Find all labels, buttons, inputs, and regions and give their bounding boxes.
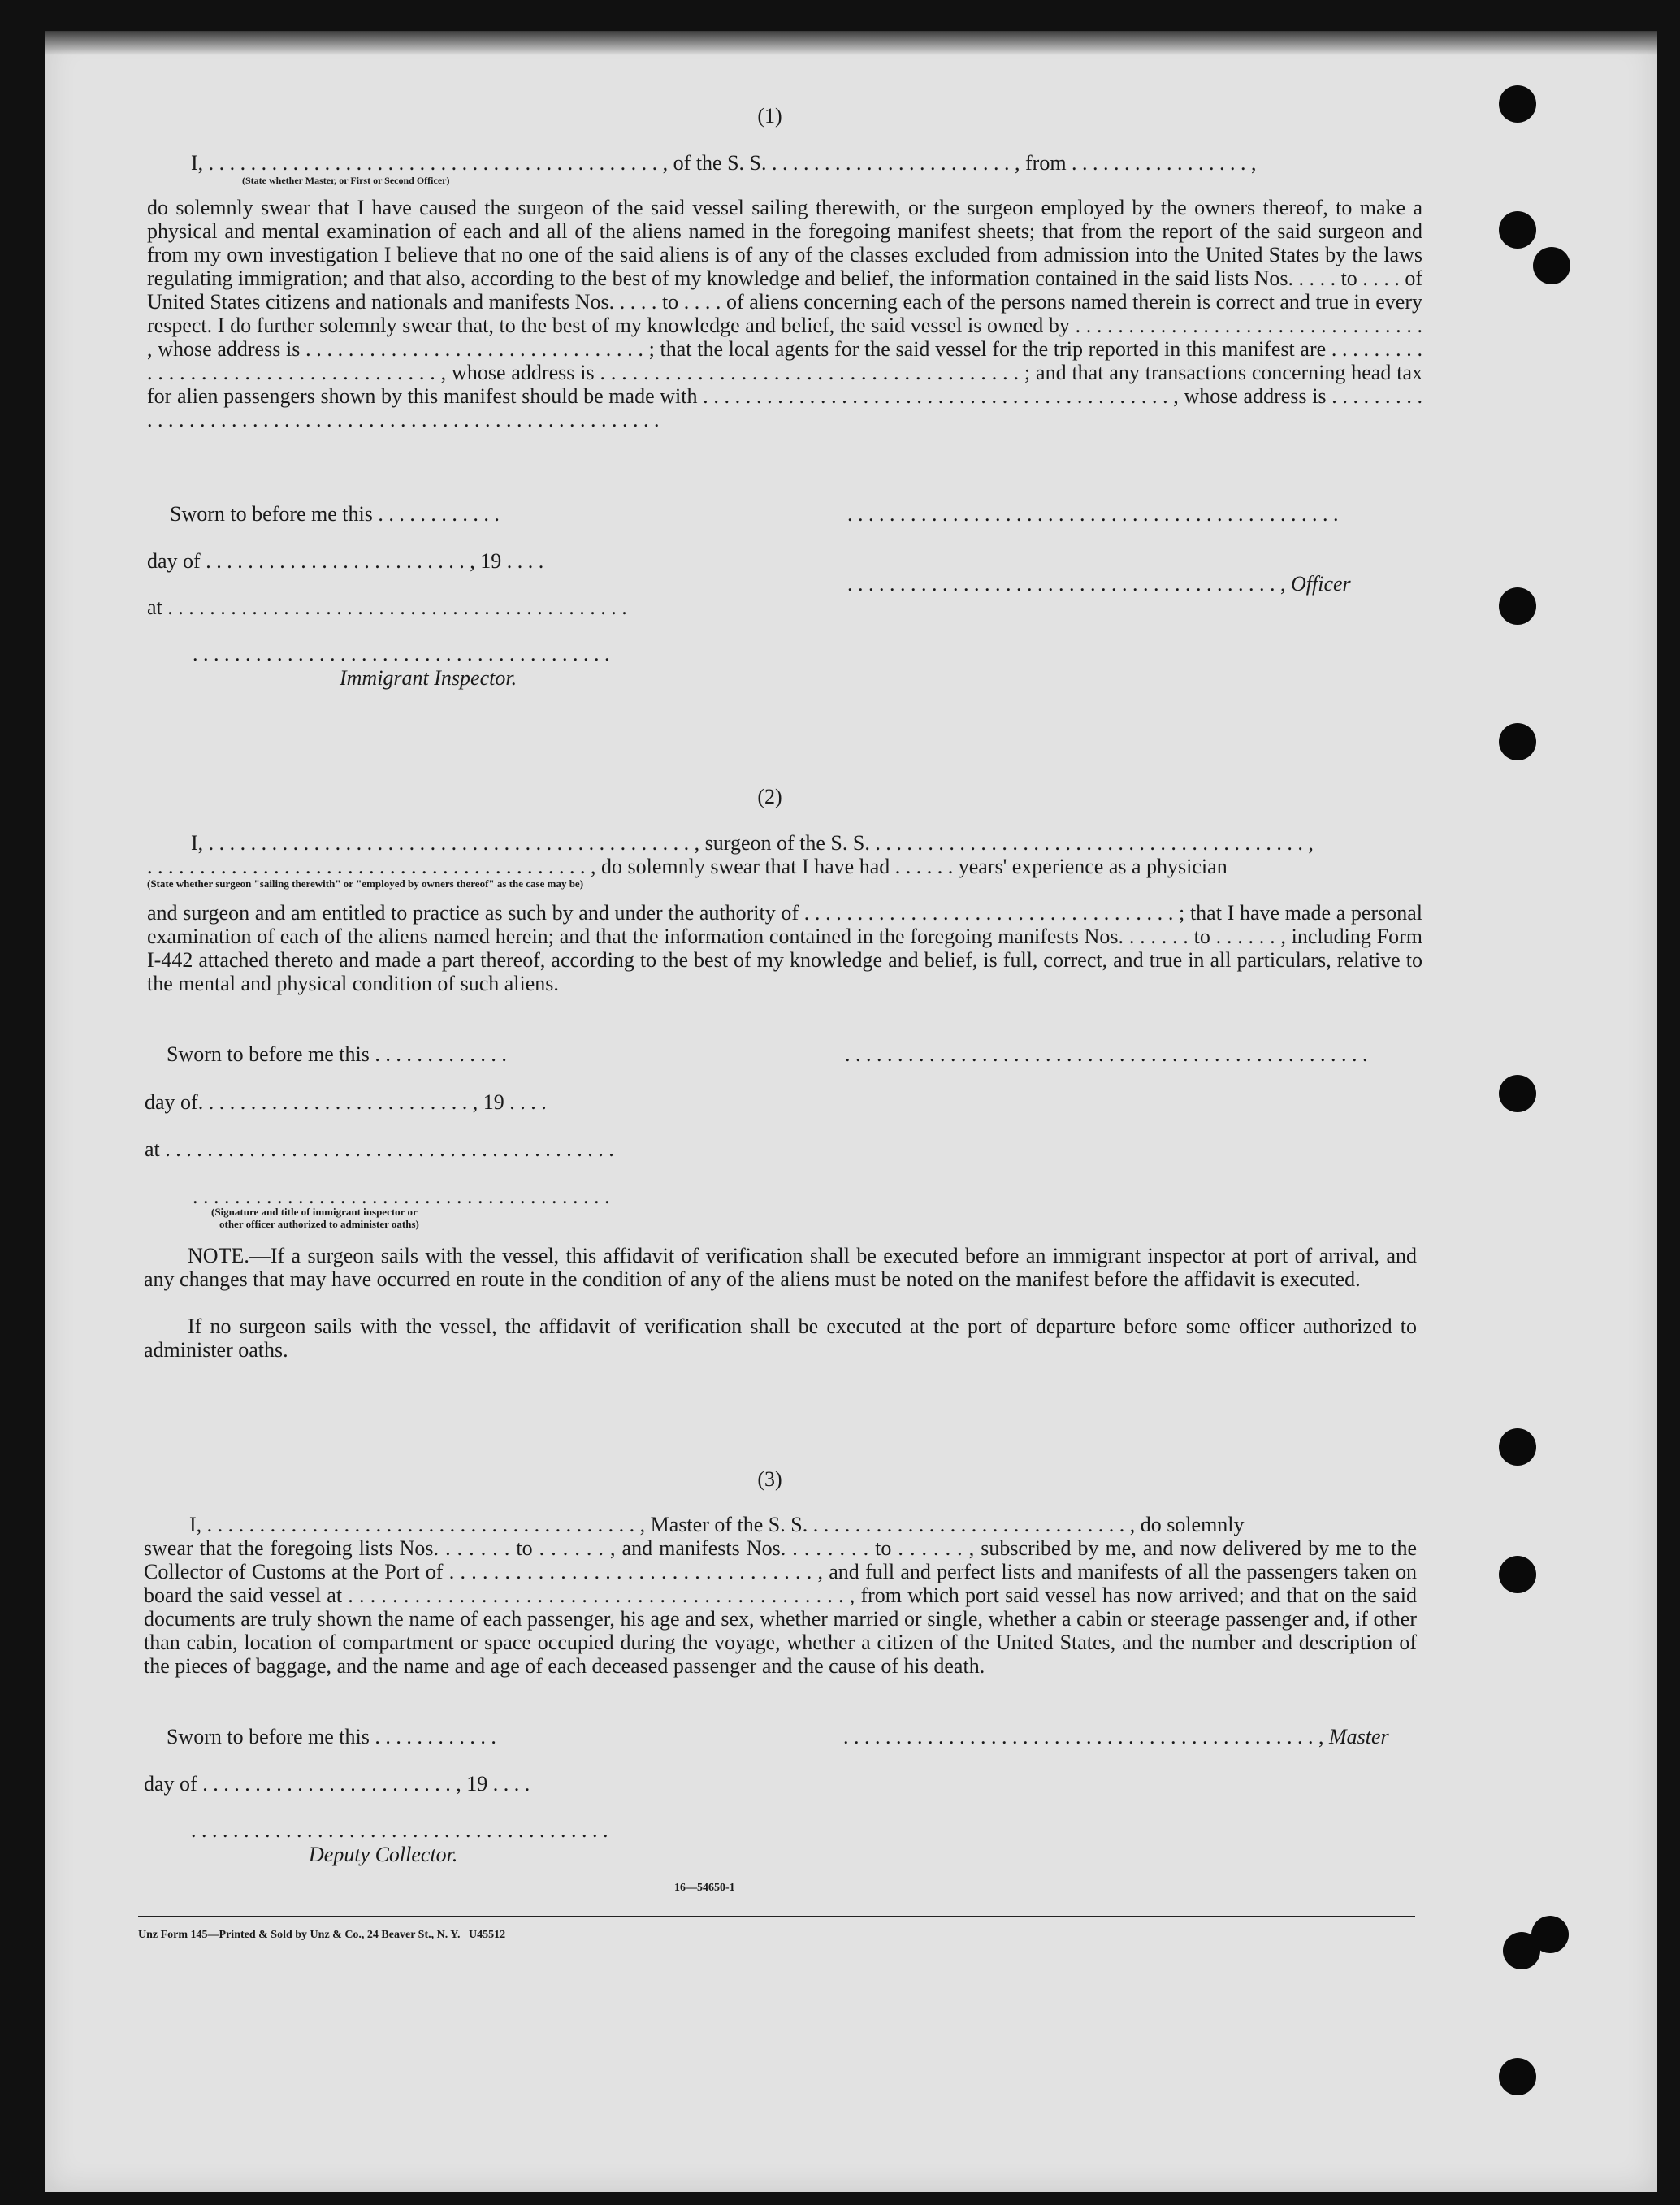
section-2-at-line: at . . . . . . . . . . . . . . . . . . . . . . . . . . . . . . . . . . . . . . . . . . . <box>145 1137 614 1161</box>
document-page <box>45 31 1657 2192</box>
master-label: Master <box>1329 1725 1389 1748</box>
section-1-day-line: day of . . . . . . . . . . . . . . . . . . . . . . . . . , 19 . . . . <box>147 549 544 573</box>
section-1-officer-note: (State whether Master, or First or Second Officer) <box>242 175 450 186</box>
master-dots: . . . . . . . . . . . . . . . . . . . . . . . . . . . . . . . . . . . . . . . . . . . . . , <box>843 1725 1324 1748</box>
punch-hole <box>1533 247 1570 284</box>
section-2-number: (2) <box>757 785 782 808</box>
section-2-oath-paragraph: and surgeon and am entitled to practice as such by and under the authority of . . . . . . . . . . . . . . . . . . . . . . . . . . . . . . . . . . . ; that I have made a personal examination of each of the aliens named herein; and that the information contained in the foregoing manifests Nos. . . . . . . to . . . . . . , including Form I-442 attached thereto and made a part thereof, according to the best of my knowledge and belief, is full, correct, and true in all particulars, relative to the mental and physical condition of such aliens. <box>147 901 1422 995</box>
section-1-oath-paragraph: do solemnly swear that I have caused the surgeon of the said vessel sailing therewith, or the surgeon employed by the owners thereof, to make a physical and mental examination of each and all of the aliens named in the foregoing manifest sheets; that from the report of the said surgeon and from my own investigation I believe that no one of the said aliens is of any of the classes excluded from admission into the United States by the laws regulating immigration; and that also, according to the best of my knowledge and belief, the information contained in the said lists Nos. . . . . to . . . . of United States citizens and nationals and manifests Nos. . . . . to . . . . of aliens concerning each of the persons named therein is correct and true in every respect. I do further solemnly swear that, to the best of my knowledge and belief, the said vessel is owned by . . . . . . . . . . . . . . . . . . . . . . . . . . . . . . . . . , whose address is . . . . . . . . . . . . . . . . . . . . . . . . . . . . . . . . ; that the local agents for the said vessel for the trip reported in this manifest are . . . . . . . . . . . . . . . . . . . . . . . . . . . . . . . . . . . . , whose address is . . . . . . . . . . . . . . . . . . . . . . . . . . . . . . . . . . . . . . . ; and that any transactions concerning head tax for alien passengers shown by this manifest should be made with . . . . . . . . . . . . . . . . . . . . . . . . . . . . . . . . . . . . . . . . . . . . , whose address is . . . . . . . . . . . . . . . . . . . . . . . . . . . . . . . . . . . . . . . . . . . . . . . . . . . . . . . . . . <box>147 196 1422 431</box>
section-1-number: (1) <box>757 104 782 128</box>
section-2-note-paragraph-2: If no surgeon sails with the vessel, the affidavit of verification shall be executed at the port of departure before some officer authorized to administer oaths. <box>144 1315 1417 1362</box>
punch-hole <box>1499 211 1536 249</box>
section-2-note-paragraph-1: NOTE.—If a surgeon sails with the vessel, this affidavit of verification shall be executed before an immigrant inspector at port of arrival, and any changes that may have occurred en route in the condition of any of the aliens must be noted on the manifest before the affidavit is executed. <box>144 1244 1417 1291</box>
section-1-signature-line: . . . . . . . . . . . . . . . . . . . . . . . . . . . . . . . . . . . . . . . . . . . . . . . <box>847 502 1339 526</box>
section-3-collector-signature: . . . . . . . . . . . . . . . . . . . . . . . . . . . . . . . . . . . . . . . . <box>191 1818 608 1842</box>
section-1-master-line: I, . . . . . . . . . . . . . . . . . . . . . . . . . . . . . . . . . . . . . . . . . . . , of the S. S. . . . . . . . . . . . . . . . . . . . . . . . , from . . . . . . . . . . . . . . . . . , <box>191 151 1257 175</box>
section-3-day-line: day of . . . . . . . . . . . . . . . . . . . . . . . . , 19 . . . . <box>144 1772 530 1796</box>
punch-hole <box>1499 587 1536 625</box>
section-2-day-line: day of. . . . . . . . . . . . . . . . . . . . . . . . . . , 19 . . . . <box>145 1090 547 1114</box>
printer-credit: Unz Form 145—Printed & Sold by Unz & Co., 24 Beaver St., N. Y. U45512 <box>138 1929 506 1941</box>
section-3-master-line: I, . . . . . . . . . . . . . . . . . . . . . . . . . . . . . . . . . . . . . . . . . , Master of the S. S. . . . . . . . . . . . . . . . . . . . . . . . . . . . . . . , do solemnly <box>189 1513 1245 1536</box>
footer-rule <box>138 1916 1415 1917</box>
section-3-oath-paragraph: swear that the foregoing lists Nos. . . . . . . to . . . . . . , and manifests Nos. . . . . . . . to . . . . . . , subscribed by me, and now delivered by me to the Collector of Customs at the Port of . . . . . . . . . . . . . . . . . . . . . . . . . . . . . . . . . , and full and perfect lists and manifests of all the passengers taken on board the said vessel at . . . . . . . . . . . . . . . . . . . . . . . . . . . . . . . . . . . . . . . . . . . . . , from which port said vessel has now arrived; and that on the said documents are truly shown the name of each passenger, his age and sex, whether married or single, whether a cabin or steerage passenger and, if other than cabin, location of compartment or space occupied during the voyage, whether a citizen of the United States, and the number and description of the pieces of baggage, and the name and age of each deceased passenger and the cause of his death. <box>144 1536 1417 1678</box>
section-2-inspector-note-2: other officer authorized to administer oaths) <box>219 1218 419 1230</box>
punch-hole <box>1503 1932 1540 1969</box>
punch-hole <box>1499 1075 1536 1112</box>
section-3-collector-label: Deputy Collector. <box>309 1843 458 1866</box>
section-1-inspector-signature: . . . . . . . . . . . . . . . . . . . . . . . . . . . . . . . . . . . . . . . . <box>193 642 610 665</box>
section-2-signature-line: . . . . . . . . . . . . . . . . . . . . . . . . . . . . . . . . . . . . . . . . . . . . . . . . . . <box>845 1042 1368 1066</box>
section-2-inspector-note-1: (Signature and title of immigrant inspector or <box>211 1206 418 1218</box>
punch-hole <box>1499 1428 1536 1466</box>
punch-hole <box>1499 85 1536 123</box>
section-2-inspector-signature: . . . . . . . . . . . . . . . . . . . . . . . . . . . . . . . . . . . . . . . . <box>193 1185 610 1208</box>
section-2-surgeon-note: (State whether surgeon "sailing therewith" or "employed by owners thereof" as the case may be) <box>147 877 584 890</box>
officer-dots: . . . . . . . . . . . . . . . . . . . . . . . . . . . . . . . . . . . . . . . . . , <box>847 572 1286 596</box>
section-2-experience-line: . . . . . . . . . . . . . . . . . . . . . . . . . . . . . . . . . . . . . . . . . . , do solemnly swear that I have had . . . . . . years' experience as a physician <box>147 855 1228 878</box>
punch-hole <box>1499 723 1536 760</box>
form-number: 16—54650-1 <box>674 1882 735 1894</box>
section-2-sworn-line: Sworn to before me this . . . . . . . . . . . . . <box>167 1042 507 1066</box>
scan-top-edge <box>45 31 1657 55</box>
section-3-master-signature <box>843 1725 1389 1748</box>
section-3-number: (3) <box>757 1467 782 1491</box>
punch-hole <box>1499 2058 1536 2095</box>
section-1-officer-line <box>847 572 1351 596</box>
punch-hole <box>1499 1556 1536 1593</box>
section-3-sworn-line: Sworn to before me this . . . . . . . . . . . . <box>167 1725 496 1748</box>
section-1-sworn-line: Sworn to before me this . . . . . . . . . . . . <box>170 502 500 526</box>
section-1-at-line: at . . . . . . . . . . . . . . . . . . . . . . . . . . . . . . . . . . . . . . . . . . . . <box>147 596 627 619</box>
officer-label: Officer <box>1291 572 1351 596</box>
section-2-surgeon-line: I, . . . . . . . . . . . . . . . . . . . . . . . . . . . . . . . . . . . . . . . . . . . . . . , surgeon of the S. S. . . . . . . . . . . . . . . . . . . . . . . . . . . . . . . . . . . . . . . . . . , <box>191 831 1314 855</box>
section-1-inspector-label: Immigrant Inspector. <box>340 666 517 690</box>
